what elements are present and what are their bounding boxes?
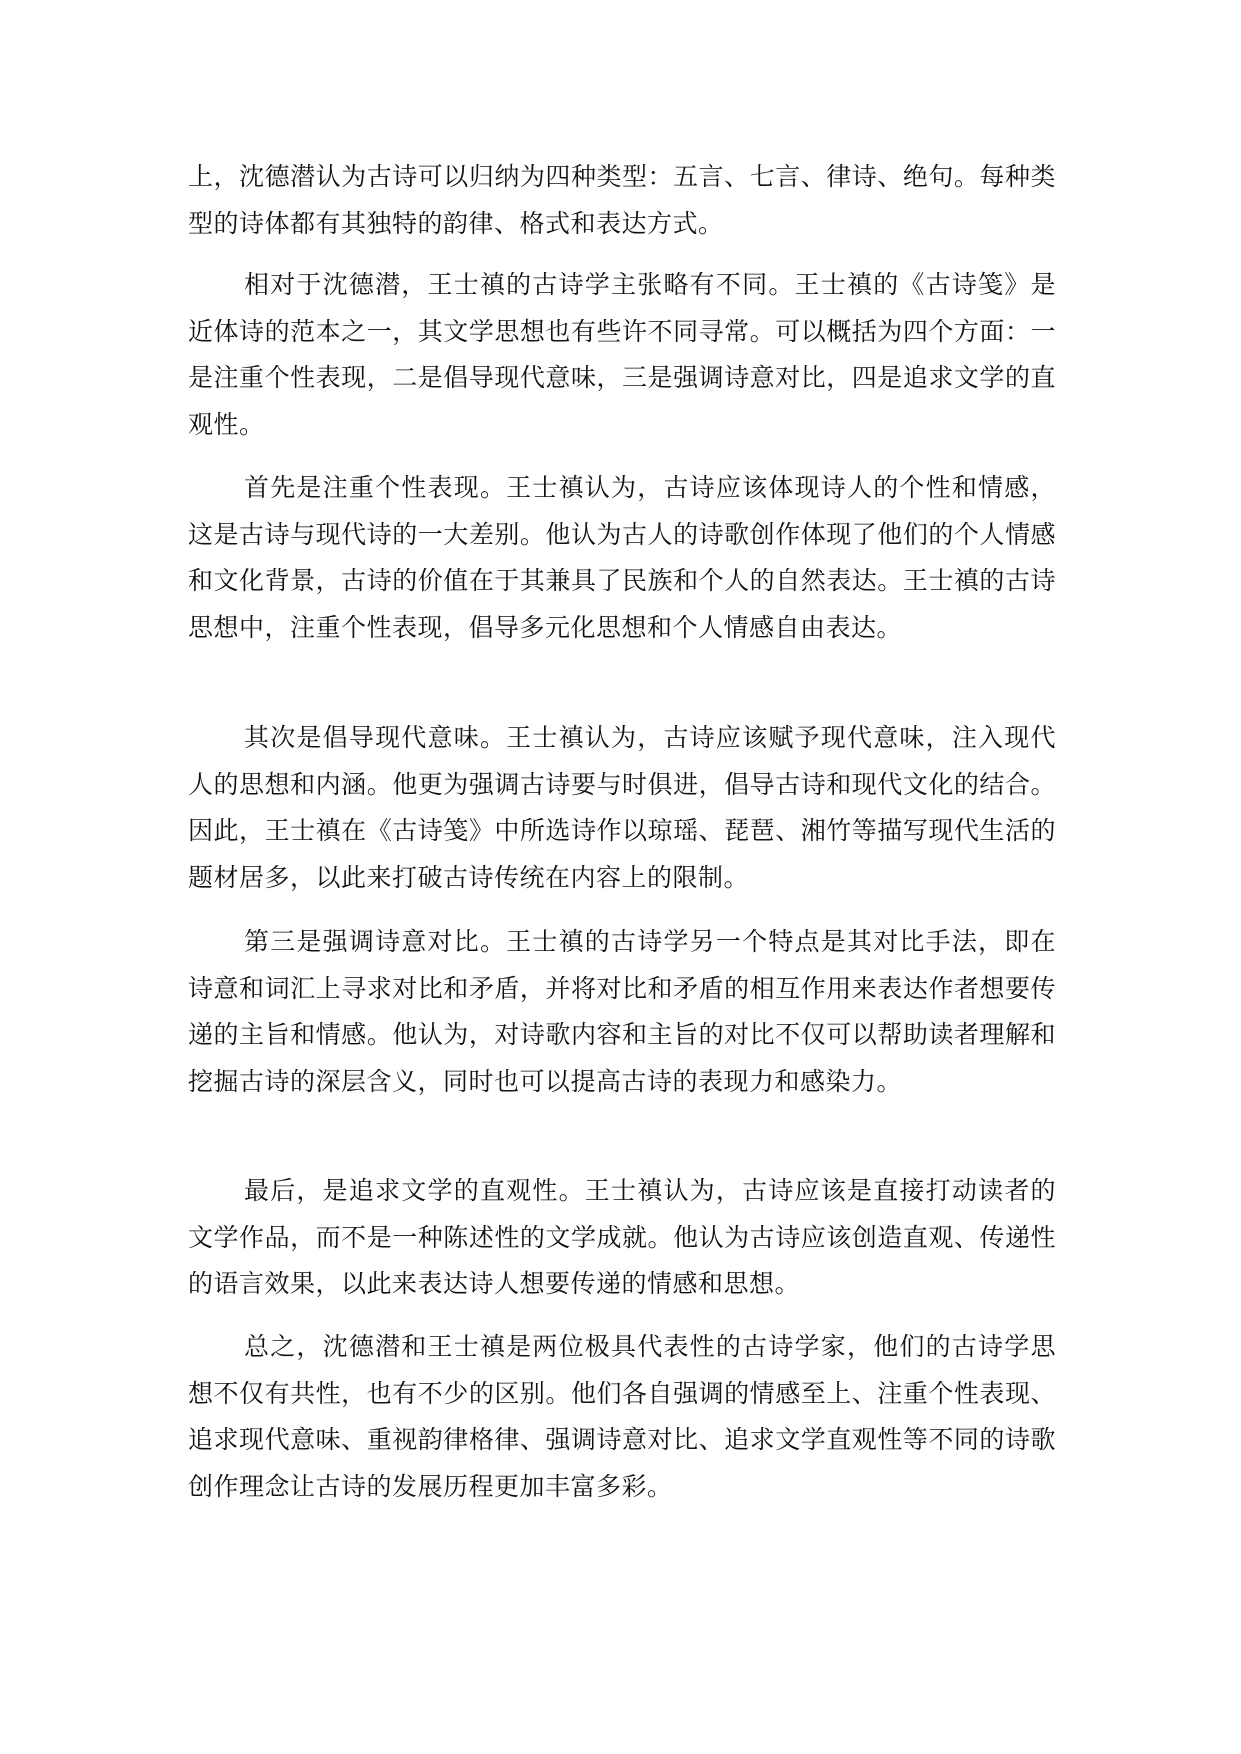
paragraph-conclusion: 总之，沈德潜和王士禛是两位极具代表性的古诗学家，他们的古诗学思想不仅有共性，也有不少的区别。他们各自强调的情感至上、注重个性表现、追求现代意味、重视韵律格律、强调诗意对比、追求文学直观性等不同的诗歌创作理念让古诗的发展历程更加丰富多彩。 — [188, 1332, 1056, 1501]
paragraph-individuality: 首先是注重个性表现。王士禛认为，古诗应该体现诗人的个性和情感，这是古诗与现代诗的一大差别。他认为古人的诗歌创作体现了他们的个人情感和文化背景，古诗的价值在于其兼具了民族和个人的自然表达。王士禛的古诗思想中，注重个性表现，倡导多元化思想和个人情感自由表达。 — [188, 473, 1056, 642]
paragraph-modern-meaning: 其次是倡导现代意味。王士禛认为，古诗应该赋予现代意味，注入现代人的思想和内涵。他更为强调古诗要与时俱进，倡导古诗和现代文化的结合。因此，王士禛在《古诗笺》中所选诗作以琼瑶、琵琶、湘竹等描写现代生活的题材居多，以此来打破古诗传统在内容上的限制。 — [188, 723, 1056, 892]
paragraph-intuitiveness: 最后，是追求文学的直观性。王士禛认为，古诗应该是直接打动读者的文学作品，而不是一种陈述性的文学成就。他认为古诗应该创造直观、传递性的语言效果，以此来表达诗人想要传递的情感和思想。 — [188, 1176, 1056, 1298]
paragraph-wang-shizhen-intro: 相对于沈德潜，王士禛的古诗学主张略有不同。王士禛的《古诗笺》是近体诗的范本之一，其文学思想也有些许不同寻常。可以概括为四个方面：一是注重个性表现，二是倡导现代意味，三是强调诗意对比，四是追求文学的直观性。 — [188, 270, 1056, 439]
paragraph-contrast: 第三是强调诗意对比。王士禛的古诗学另一个特点是其对比手法，即在诗意和词汇上寻求对比和矛盾，并将对比和矛盾的相互作用来表达作者想要传递的主旨和情感。他认为，对诗歌内容和主旨的对比不仅可以帮助读者理解和挖掘古诗的深层含义，同时也可以提高古诗的表现力和感染力。 — [188, 927, 1056, 1096]
paragraph-continuation: 上，沈德潜认为古诗可以归纳为四种类型：五言、七言、律诗、绝句。每种类型的诗体都有其独特的韵律、格式和表达方式。 — [188, 162, 1056, 238]
